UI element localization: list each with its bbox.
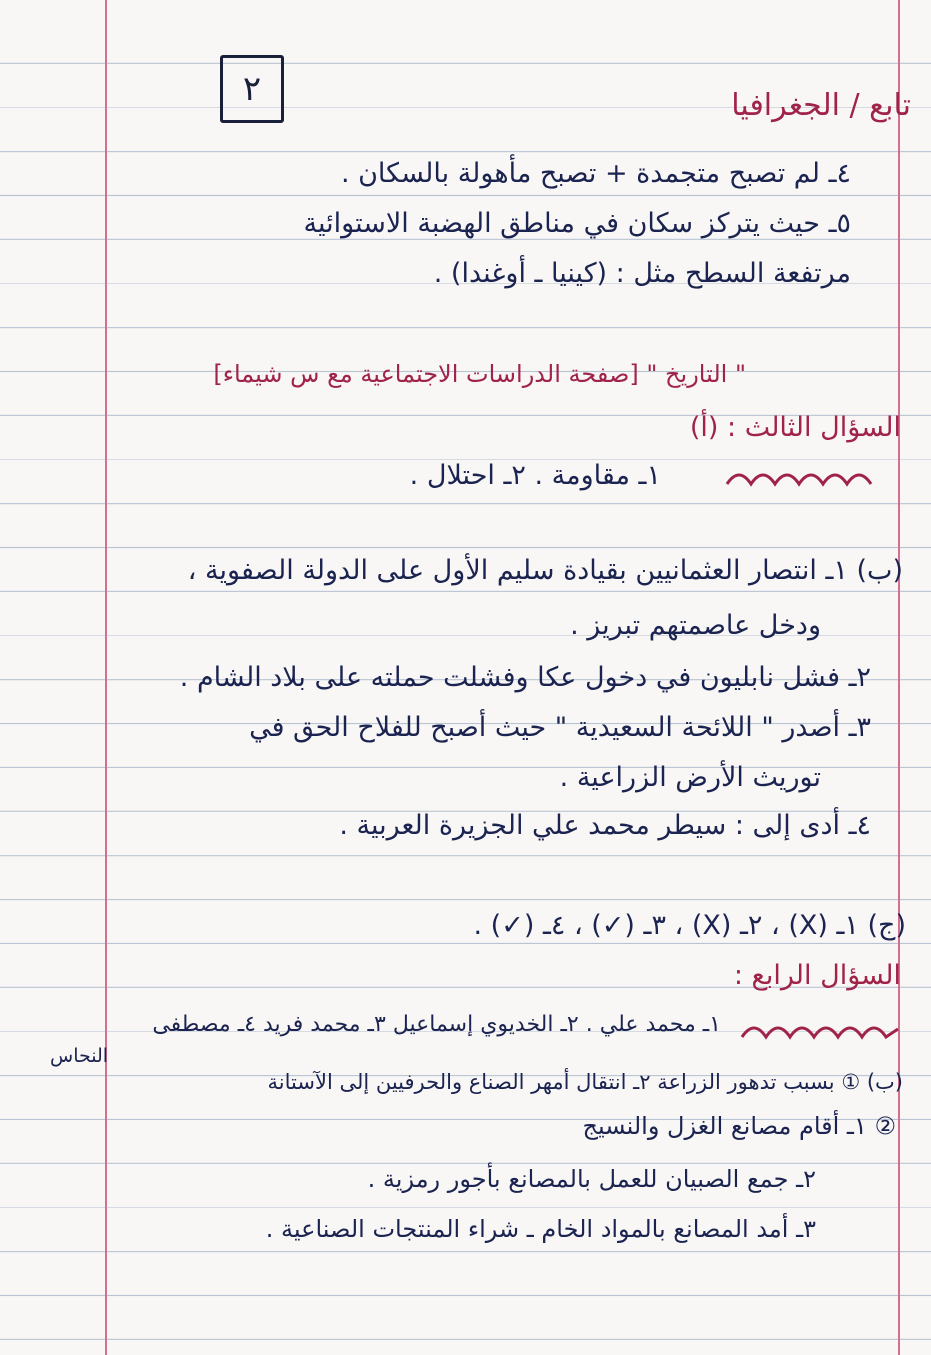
q4-b2-item-3: ٣ـ أمد المصانع بالمواد الخام ـ شراء المنتجات الصناعية . <box>265 1215 816 1243</box>
q3-b-item-1-cont: ودخل عاصمتهم تبريز . <box>570 610 821 641</box>
q3-a-answers: ١ـ مقاومة . ٢ـ احتلال . <box>409 460 661 491</box>
q3-b-item-3-cont: توريث الأرض الزراعية . <box>559 762 821 793</box>
page-number: ٢ <box>242 69 262 109</box>
geography-heading: تابع / الجغرافيا <box>731 88 911 123</box>
question-4-title: السؤال الرابع : <box>733 960 901 991</box>
q3-c-answers: (ج) ١ـ (X) ، ٢ـ (X) ، ٣ـ (✓) ، ٤ـ (✓) . <box>473 910 906 941</box>
history-heading: " التاريخ " [صفحة الدراسات الاجتماعية مع س شيماء] <box>213 360 746 388</box>
q4-a-tail: النحاس <box>50 1045 109 1067</box>
right-margin-line <box>898 0 900 1355</box>
q4-b2-item-1: ② ١ـ أقام مصانع الغزل والنسيج <box>582 1112 896 1140</box>
q3-b-item-3: ٣ـ أصدر " اللائحة السعيدية " حيث أصبح للفلاح الحق في <box>249 712 871 743</box>
geography-line-4: ٤ـ لم تصبح متجمدة + تصبح مأهولة بالسكان . <box>340 158 851 189</box>
wavy-mark-2 <box>740 1015 900 1045</box>
q3-b-item-4: ٤ـ أدى إلى : سيطر محمد علي الجزيرة العربية . <box>339 810 871 841</box>
q3-b-item-2: ٢ـ فشل نابليون في دخول عكا وفشلت حملته على بلاد الشام . <box>179 662 871 693</box>
q4-b1: (ب) ① بسبب تدهور الزراعة ٢ـ انتقال أمهر الصناع والحرفيين إلى الآستانة <box>267 1070 903 1094</box>
wavy-mark-1 <box>725 462 875 492</box>
geography-line-5-cont: مرتفعة السطح مثل : (كينيا ـ أوغندا) . <box>433 258 851 289</box>
geography-line-5: ٥ـ حيث يتركز سكان في مناطق الهضبة الاستوائية <box>303 208 851 239</box>
question-3-title: السؤال الثالث : (أ) <box>689 412 901 443</box>
q4-a-answers: ١ـ محمد علي . ٢ـ الخديوي إسماعيل ٣ـ محمد فريد ٤ـ مصطفى <box>152 1012 721 1037</box>
q3-b-item-1: (ب) ١ـ انتصار العثمانيين بقيادة سليم الأول على الدولة الصفوية ، <box>187 555 903 586</box>
left-margin-line <box>105 0 107 1355</box>
page-number-box <box>220 55 284 123</box>
q4-b2-item-2: ٢ـ جمع الصبيان للعمل بالمصانع بأجور رمزية . <box>367 1165 816 1193</box>
